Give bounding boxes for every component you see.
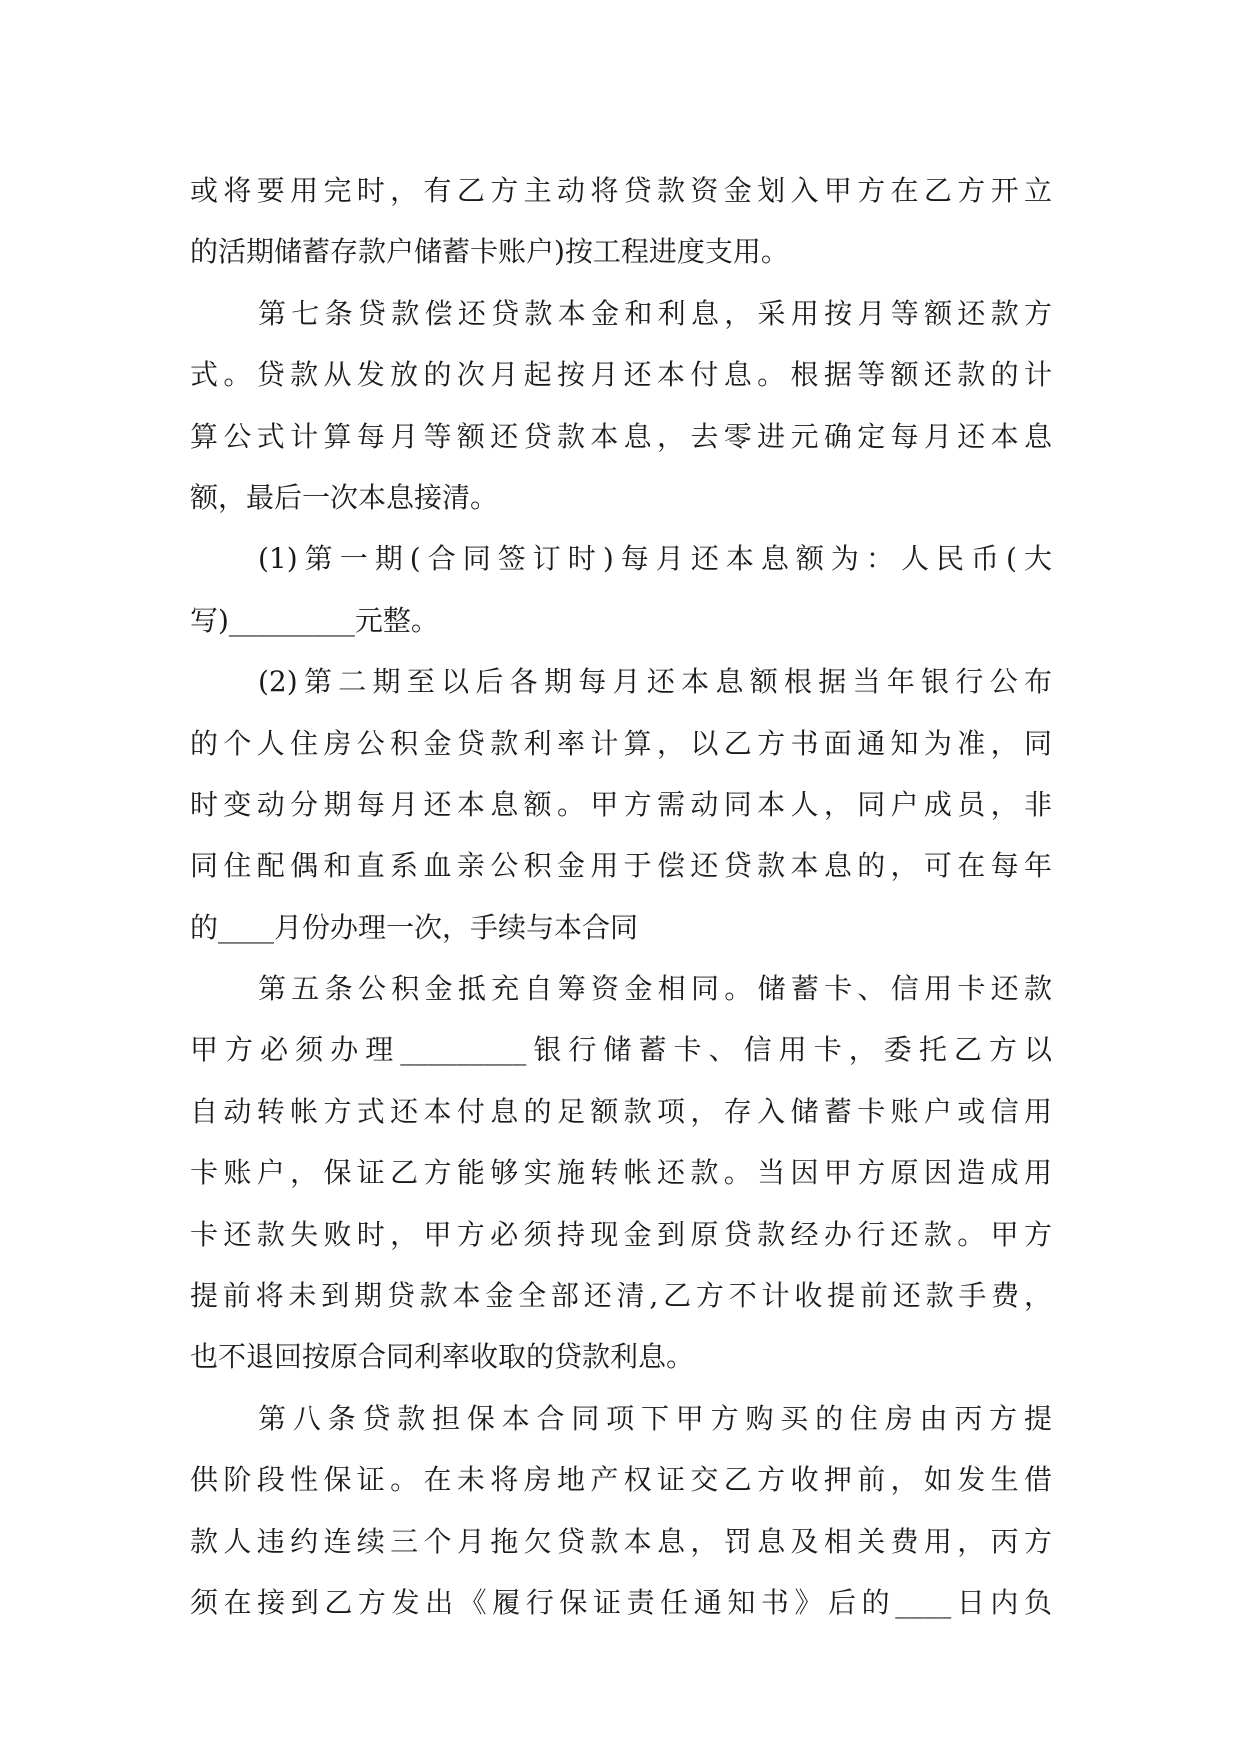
- text-line: 第五条公积金抵充自筹资金相同。储蓄卡、信用卡还款: [258, 972, 1052, 1006]
- text-line: 的个人住房公积金贷款利率计算，以乙方书面通知为准，同: [190, 726, 1052, 760]
- paragraph-continuation: [190, 160, 1052, 283]
- text-line: 的____月份办理一次，手续与本合同: [190, 910, 639, 944]
- text-line: 额，最后一次本息接清。: [190, 480, 499, 514]
- text-line: 卡账户，保证乙方能够实施转帐还款。当因甲方原因造成用: [190, 1156, 1052, 1190]
- text-line: 写)_________元整。: [190, 603, 439, 637]
- text-line: 自动转帐方式还本付息的足额款项，存入储蓄卡账户或信用: [190, 1094, 1052, 1128]
- text-line: 第八条贷款担保本合同项下甲方购买的住房由丙方提: [258, 1401, 1052, 1435]
- text-line: (2)第二期至以后各期每月还本息额根据当年银行公布: [258, 665, 1052, 699]
- text-line: 或将要用完时，有乙方主动将贷款资金划入甲方在乙方开立: [190, 174, 1052, 207]
- text-line: 提前将未到期贷款本金全部还清,乙方不计收提前还款手费，: [190, 1279, 1052, 1313]
- text-line: 须在接到乙方发出《履行保证责任通知书》后的____日内负: [190, 1585, 1052, 1619]
- paragraph-article-5: [190, 958, 1052, 1388]
- text-line: 卡还款失败时，甲方必须持现金到原贷款经办行还款。甲方: [190, 1217, 1052, 1251]
- text-line: 甲方必须办理_________银行储蓄卡、信用卡，委托乙方以: [190, 1033, 1052, 1067]
- text-line: 式。贷款从发放的次月起按月还本付息。根据等额还款的计: [190, 358, 1052, 392]
- text-line: 算公式计算每月等额还贷款本息，去零进元确定每月还本息: [190, 419, 1052, 453]
- text-line: 供阶段性保证。在未将房地产权证交乙方收押前，如发生借: [190, 1463, 1052, 1497]
- document-body: [190, 160, 1052, 1633]
- text-line: 第七条贷款偿还贷款本金和利息，采用按月等额还款方: [258, 296, 1052, 330]
- text-line: 时变动分期每月还本息额。甲方需动同本人，同户成员，非: [190, 787, 1052, 821]
- paragraph-article-7: [190, 283, 1052, 529]
- text-line: (1)第一期(合同签订时)每月还本息额为：人民币(大: [258, 542, 1052, 576]
- text-line: 也不退回按原合同利率收取的贷款利息。: [190, 1340, 695, 1374]
- paragraph-item-2: [190, 651, 1052, 958]
- text-line: 同住配偶和直系血亲公积金用于偿还贷款本息的，可在每年: [190, 849, 1052, 883]
- paragraph-item-1: [190, 528, 1052, 651]
- paragraph-article-8: [190, 1388, 1052, 1634]
- text-line: 款人违约连续三个月拖欠贷款本息，罚息及相关费用，丙方: [190, 1524, 1052, 1558]
- text-line: 的活期储蓄存款户储蓄卡账户)按工程进度支用。: [190, 235, 789, 269]
